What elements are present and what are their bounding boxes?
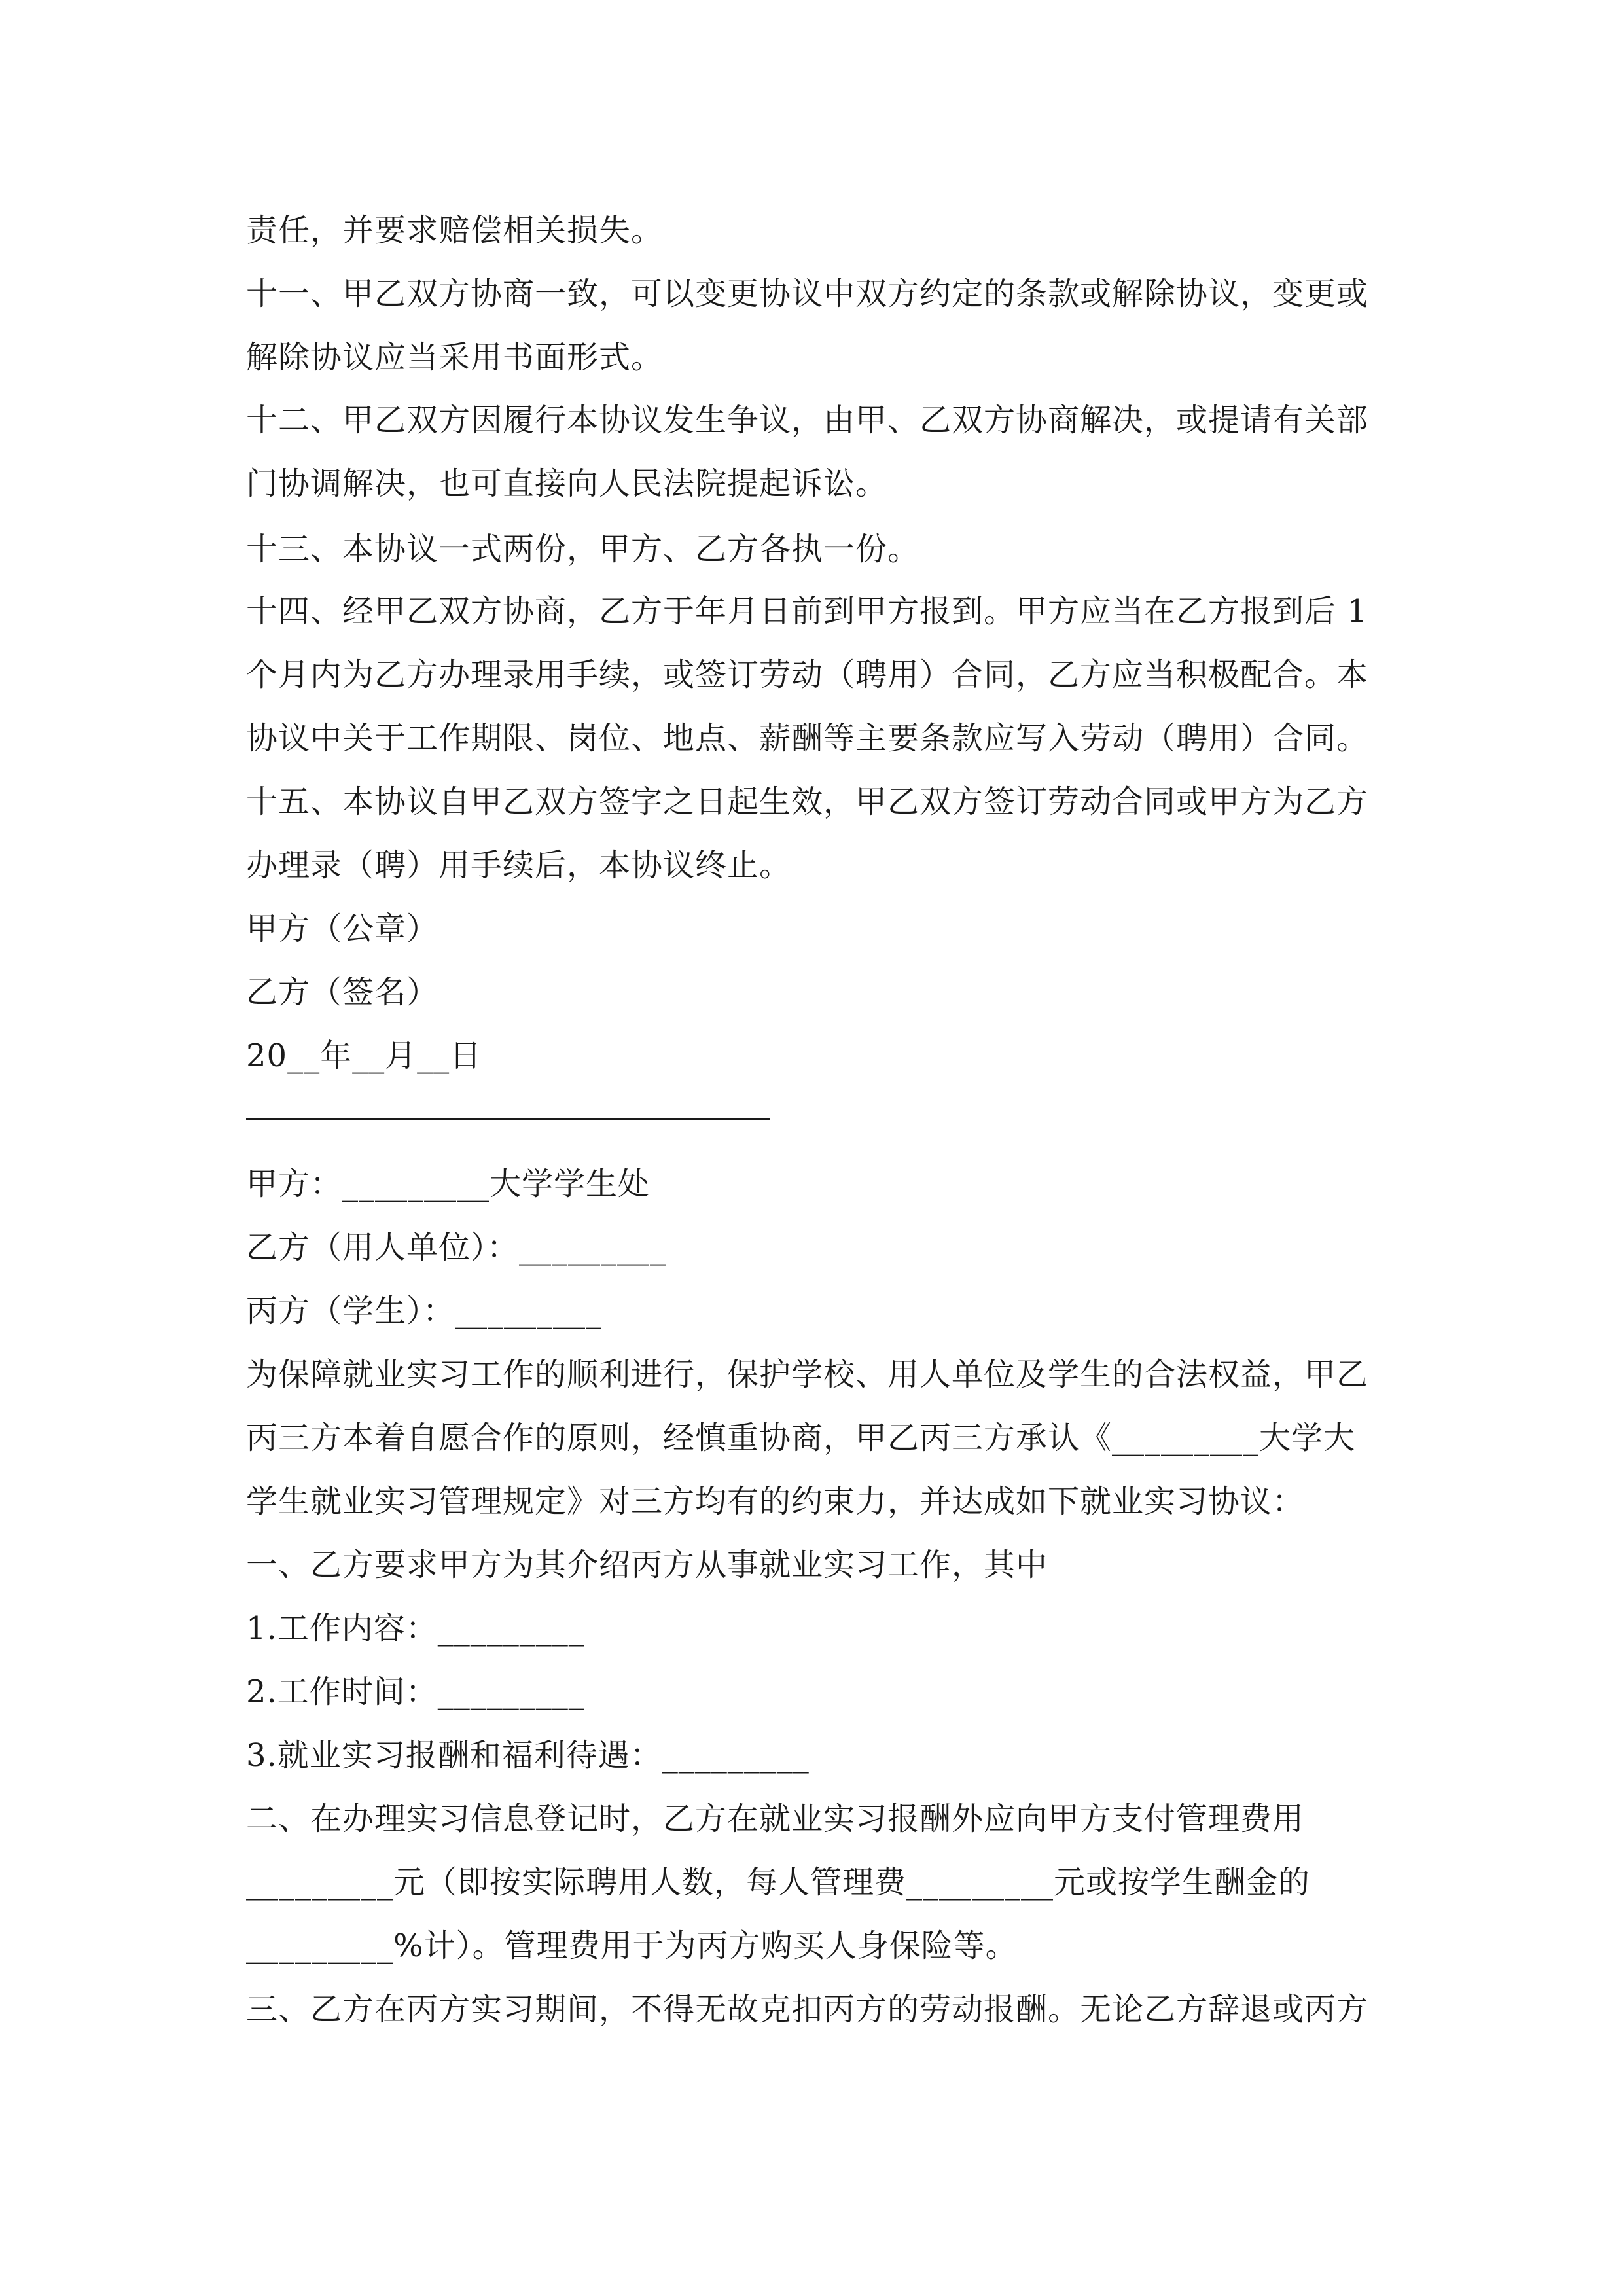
text-line: 解除协议应当采用书面形式。 <box>246 339 664 376</box>
text-line: 十四、经甲乙双方协商，乙方于年月日前到甲方报到。甲方应当在乙方报到后 1 <box>246 593 1368 630</box>
section-divider <box>246 1118 770 1120</box>
text-line: 一、乙方要求甲方为其介绍丙方从事就业实习工作，其中 <box>246 1547 1048 1583</box>
signature-party-b: 乙方（签名） <box>246 974 439 1011</box>
text-line: 门协调解决，也可直接向人民法院提起诉讼。 <box>246 465 888 502</box>
text-line: 十二、甲乙双方因履行本协议发生争议，由甲、乙双方协商解决，或提请有关部 <box>246 402 1369 439</box>
party-b-field: 乙方（用人单位）：_________ <box>246 1229 667 1266</box>
text-line: 二、在办理实习信息登记时，乙方在就业实习报酬外应向甲方支付管理费用 <box>246 1801 1305 1837</box>
text-line: 个月内为乙方办理录用手续，或签订劳动（聘用）合同，乙方应当积极配合。本 <box>246 656 1369 693</box>
work-content-field: 1.工作内容：_________ <box>246 1610 585 1647</box>
work-time-field: 2.工作时间：_________ <box>246 1674 585 1710</box>
text-line: _________元（即按实际聘用人数，每人管理费_________元或按学生酬金的 <box>246 1864 1311 1901</box>
text-line: 责任，并要求赔偿相关损失。 <box>246 212 664 249</box>
party-a-field: 甲方：_________大学学生处 <box>246 1166 651 1202</box>
signature-date: 20__年__月__日 <box>246 1037 482 1074</box>
text-line: 协议中关于工作期限、岗位、地点、薪酬等主要条款应写入劳动（聘用）合同。 <box>246 720 1369 757</box>
text-line: 十一、甲乙双方协商一致，可以变更协议中双方约定的条款或解除协议，变更或 <box>246 276 1369 312</box>
party-c-field: 丙方（学生）：_________ <box>246 1293 603 1329</box>
text-line: 丙三方本着自愿合作的原则，经慎重协商，甲乙丙三方承认《_________大学大 <box>246 1420 1356 1456</box>
text-line: 为保障就业实习工作的顺利进行，保护学校、用人单位及学生的合法权益，甲乙 <box>246 1356 1369 1393</box>
text-line: 十三、本协议一式两份，甲方、乙方各执一份。 <box>246 531 920 567</box>
salary-benefits-field: 3.就业实习报酬和福利待遇：_________ <box>246 1737 810 1774</box>
text-line: 学生就业实习管理规定》对三方均有的约束力，并达成如下就业实习协议： <box>246 1483 1305 1520</box>
text-line: 三、乙方在丙方实习期间，不得无故克扣丙方的劳动报酬。无论乙方辞退或丙方 <box>246 1991 1369 2028</box>
text-line: _________%计）。管理费用于为丙方购买人身保险等。 <box>246 1928 1018 1964</box>
signature-party-a: 甲方（公章） <box>246 910 439 947</box>
text-line: 办理录（聘）用手续后，本协议终止。 <box>246 847 792 884</box>
text-line: 十五、本协议自甲乙双方签字之日起生效，甲乙双方签订劳动合同或甲方为乙方 <box>246 783 1369 820</box>
